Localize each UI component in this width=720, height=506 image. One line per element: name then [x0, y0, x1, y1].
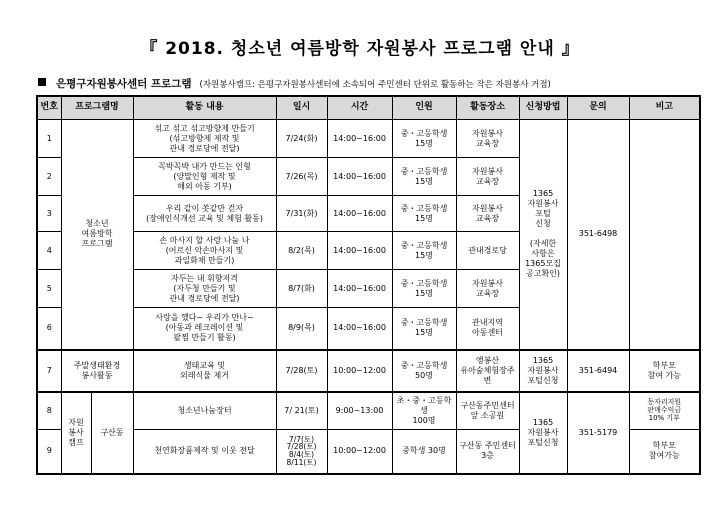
activity-time: 14:00~16:00 — [327, 308, 392, 350]
header-contact: 문의 — [567, 96, 629, 120]
section-heading — [38, 76, 551, 91]
square-bullet-icon — [38, 78, 46, 86]
header-note: 비고 — [629, 96, 700, 120]
activity-people: 중・고등학생 15명 — [392, 308, 456, 350]
header-time: 시간 — [327, 96, 392, 120]
activity-date: 7/24(화) — [276, 120, 327, 158]
activity-content: 청소년나눔장터 — [133, 392, 276, 430]
activity-time: 14:00~16:00 — [327, 158, 392, 196]
apply-method: 1365 자원봉사 포털신청 — [519, 392, 567, 474]
contact-number: 351-6498 — [567, 120, 629, 350]
row-number: 3 — [37, 196, 61, 232]
table-header-row — [37, 96, 700, 120]
table-row — [37, 120, 700, 158]
activity-people: 중・고등학생 15명 — [392, 232, 456, 270]
camp-label: 자원 봉사 캠프 — [61, 392, 91, 474]
header-apply: 신청방법 — [519, 96, 567, 120]
activity-content: 생태교육 및 외래식물 제거 — [133, 350, 276, 392]
row-number: 5 — [37, 270, 61, 308]
header-place: 활동장소 — [456, 96, 519, 120]
table-row — [37, 350, 700, 392]
activity-date: 7/28(토) — [276, 350, 327, 392]
activity-date: 8/2(목) — [276, 232, 327, 270]
apply-method: 1365 자원봉사 포털 신청 (자세한 사항은 1365모집 공고확인) — [519, 120, 567, 350]
activity-date: 8/7(화) — [276, 270, 327, 308]
activity-date: 8/9(목) — [276, 308, 327, 350]
activity-people: 중・고등학생 15명 — [392, 196, 456, 232]
row-number: 1 — [37, 120, 61, 158]
row-number: 6 — [37, 308, 61, 350]
activity-content: 손 마사지 할 사랑 나눔 나 (어르신 악손마사지 및 과일화채 만들기) — [133, 232, 276, 270]
activity-people: 중・고등학생 15명 — [392, 120, 456, 158]
activity-content: 사랑을 했다~ 우리가 만나~ (아동과 레크레이션 및 팥찜 만들기 활동) — [133, 308, 276, 350]
activity-place: 구산동주민센터 앞 소공원 — [456, 392, 519, 430]
activity-place: 자원봉사 교육장 — [456, 158, 519, 196]
activity-people: 중・고등학생 15명 — [392, 270, 456, 308]
activity-time: 14:00~16:00 — [327, 270, 392, 308]
table-row — [37, 392, 700, 430]
activity-date: 7/26(목) — [276, 158, 327, 196]
activity-content: 자두는 내 휘향저격 (자두청 만들기 및 관내 경로당에 전달) — [133, 270, 276, 308]
activity-date: 7/ 21(토) — [276, 392, 327, 430]
activity-time: 14:00~16:00 — [327, 232, 392, 270]
row-number: 9 — [37, 430, 61, 474]
program-name: 청소년 여름방학 프로그램 — [61, 120, 133, 350]
page-title: 『 2018. 청소년 여름방학 자원봉사 프로그램 안내 』 — [140, 39, 580, 59]
program-name: 주말생태환경 봉사활동 — [61, 350, 133, 392]
activity-place: 관내경로당 — [456, 232, 519, 270]
header-no: 번호 — [37, 96, 61, 120]
activity-date: 7/31(화) — [276, 196, 327, 232]
activity-place: 관내지역 아동센터 — [456, 308, 519, 350]
activity-place: 구산동 주민센터 3층 — [456, 430, 519, 474]
row-number: 2 — [37, 158, 61, 196]
program-table — [36, 95, 701, 475]
note-cell: 학부모 참여가능 — [629, 430, 700, 474]
activity-time: 14:00~16:00 — [327, 120, 392, 158]
activity-place: 자원봉사 교육장 — [456, 196, 519, 232]
section-note: (자원봉사캠프: 은평구자원봉사센터에 소속되어 주민센터 단위로 활동하는 작은 자원봉사 거점) — [199, 80, 551, 90]
note-cell — [629, 120, 700, 350]
header-content: 활동 내용 — [133, 96, 276, 120]
activity-content: 섞고 섞고 섞고방향제 만들기 (섞고방향제 제작 및 관내 경로당에 전달) — [133, 120, 276, 158]
activity-time: 10:00~12:00 — [327, 430, 392, 474]
activity-people: 중・고등학생 50명 — [392, 350, 456, 392]
row-number: 7 — [37, 350, 61, 392]
activity-people: 중학생 30명 — [392, 430, 456, 474]
note-cell: 학부모 참여 가능 — [629, 350, 700, 392]
apply-method: 1365 자원봉사 포털신청 — [519, 350, 567, 392]
activity-people: 중・고등학생 15명 — [392, 158, 456, 196]
activity-place: 자원봉사 교육장 — [456, 120, 519, 158]
camp-dong: 구산동 — [91, 392, 133, 474]
header-people: 인원 — [392, 96, 456, 120]
row-number: 4 — [37, 232, 61, 270]
section-title: 은평구자원봉사센터 프로그램 — [56, 78, 192, 90]
header-date: 일시 — [276, 96, 327, 120]
activity-place: 앵봉산 유아숲체험장주변 — [456, 350, 519, 392]
activity-date: 7/7(토) 7/28(토) 8/4(토) 8/11(토) — [276, 430, 327, 474]
header-program: 프로그램명 — [61, 96, 133, 120]
activity-time: 10:00~12:00 — [327, 350, 392, 392]
activity-place: 자원봉사 교육장 — [456, 270, 519, 308]
activity-time: 14:00~16:00 — [327, 196, 392, 232]
contact-number: 351-5179 — [567, 392, 629, 474]
note-cell: 동자리지원 판매수익금 10% 기부 — [629, 392, 700, 430]
activity-content: 우리 같이 쏫같만 걷자 (장애인식개선 교육 및 체험 활동) — [133, 196, 276, 232]
row-number: 8 — [37, 392, 61, 430]
activity-content: 꼭박꼭박 내가 만드는 인형 (양말인형 제작 및 해외 아동 기부) — [133, 158, 276, 196]
activity-time: 9:00~13:00 — [327, 392, 392, 430]
activity-people: 초・중・고등학생 100명 — [392, 392, 456, 430]
activity-content: 천연화장품제작 및 이웃 전달 — [133, 430, 276, 474]
contact-number: 351-6494 — [567, 350, 629, 392]
